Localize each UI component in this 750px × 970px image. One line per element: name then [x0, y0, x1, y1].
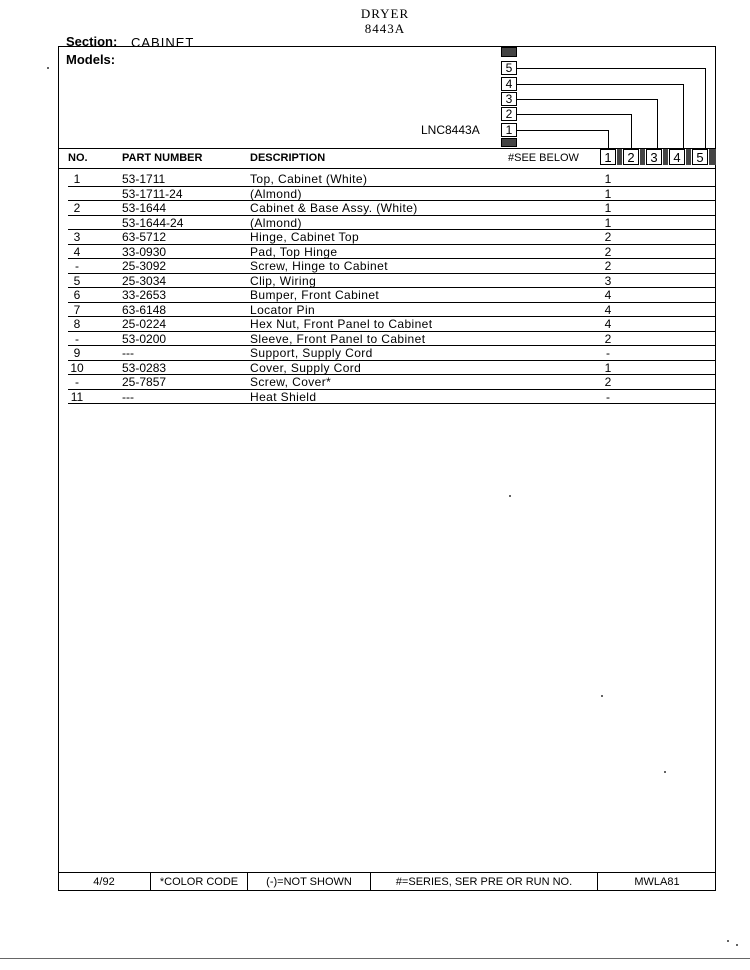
part-number: --- — [122, 389, 134, 404]
series-box-2: 2 — [501, 107, 517, 121]
item-number: 4 — [73, 244, 81, 259]
series-code: - — [606, 346, 610, 360]
table-row — [58, 346, 716, 361]
part-description: Pad, Top Hinge — [250, 244, 338, 259]
part-number: 53-1644-24 — [122, 215, 184, 230]
part-description: Hinge, Cabinet Top — [250, 230, 360, 244]
part-number: 25-3034 — [122, 273, 167, 288]
table-row — [58, 274, 716, 289]
part-number: 33-0930 — [122, 244, 167, 259]
item-number: - — [75, 331, 79, 346]
part-number: 53-1644 — [122, 201, 167, 215]
part-number: 63-6148 — [122, 302, 167, 317]
item-number: - — [75, 259, 79, 273]
scan-speck — [509, 495, 511, 497]
series-box-3: 3 — [501, 92, 517, 106]
item-number: 6 — [73, 288, 81, 302]
series-ladder-cap-bottom — [501, 138, 517, 147]
part-number: 33-2653 — [122, 288, 167, 302]
series-col-sep — [640, 149, 645, 165]
col-see-below-header: #SEE BELOW — [508, 152, 579, 164]
table-row — [58, 201, 716, 216]
connector-series-1 — [517, 130, 609, 150]
series-col-sep — [617, 149, 622, 165]
series-code: 1 — [604, 186, 612, 201]
part-description: Screw, Cover* — [250, 375, 332, 389]
series-code: 1 — [604, 215, 612, 230]
col-part-number-header: PART NUMBER — [122, 152, 203, 164]
footer-color-code: *COLOR CODE — [159, 876, 239, 888]
series-box-1: 1 — [501, 123, 517, 137]
series-code: 3 — [604, 273, 612, 288]
table-row — [58, 259, 716, 274]
page-edge-rule — [0, 958, 750, 959]
table-row — [58, 216, 716, 231]
series-code: 2 — [604, 331, 612, 346]
part-number: 53-1711 — [122, 172, 166, 186]
table-row — [58, 288, 716, 303]
item-number: 7 — [73, 302, 81, 317]
item-number: 8 — [73, 317, 81, 331]
col-no-header: NO. — [68, 152, 88, 164]
scan-speck — [736, 944, 738, 946]
header-bottom-rule — [58, 168, 716, 169]
part-description: Support, Supply Cord — [250, 346, 373, 360]
part-description: Screw, Hinge to Cabinet — [250, 259, 388, 273]
title-model: 8443A — [364, 21, 406, 36]
series-col-2: 2 — [623, 149, 639, 165]
series-code: 1 — [604, 360, 612, 375]
item-number: 10 — [70, 360, 84, 375]
series-code: 1 — [604, 172, 612, 186]
series-col-4: 4 — [669, 149, 685, 165]
part-description: Clip, Wiring — [250, 273, 317, 288]
section-value: CABINET — [131, 35, 195, 50]
table-row — [58, 245, 716, 260]
section-label: Section: — [66, 34, 118, 49]
series-code: 2 — [604, 230, 612, 244]
part-description: (Almond) — [250, 215, 302, 230]
part-number: 53-0200 — [122, 331, 167, 346]
part-number: 25-0224 — [122, 317, 167, 331]
part-number: 53-1711-24 — [122, 186, 183, 201]
scan-speck — [47, 67, 49, 69]
part-number: 53-0283 — [122, 360, 167, 375]
part-description: Heat Shield — [250, 389, 317, 404]
part-number: 63-5712 — [122, 230, 167, 244]
part-description: Cabinet & Base Assy. (White) — [250, 201, 418, 215]
series-code: - — [606, 389, 610, 404]
series-code: 4 — [604, 302, 612, 317]
part-description: Hex Nut, Front Panel to Cabinet — [250, 317, 433, 331]
title-product: DRYER — [360, 6, 410, 21]
table-row — [58, 332, 716, 347]
model-name: LNC8443A — [421, 123, 480, 137]
footer-bar — [58, 872, 716, 891]
item-number: 9 — [73, 346, 81, 360]
item-number: 11 — [70, 389, 84, 404]
footer-doc-code: MWLA81 — [634, 876, 680, 888]
series-code: 2 — [604, 375, 612, 389]
series-ladder-cap-top — [501, 47, 517, 57]
series-code: 2 — [604, 259, 612, 273]
series-code: 4 — [604, 288, 612, 302]
table-row — [58, 303, 716, 318]
series-col-sep — [709, 149, 716, 165]
footer-not-shown: (-)=NOT SHOWN — [266, 876, 352, 888]
table-row — [58, 230, 716, 245]
table-row — [58, 361, 716, 376]
col-description-header: DESCRIPTION — [250, 152, 326, 164]
series-col-3: 3 — [646, 149, 662, 165]
table-row — [58, 187, 716, 202]
scan-speck — [727, 940, 729, 942]
part-description: Top, Cabinet (White) — [250, 172, 368, 186]
part-description: (Almond) — [250, 186, 302, 201]
series-box-5: 5 — [501, 61, 517, 75]
scan-speck — [601, 695, 603, 697]
scan-speck — [664, 771, 666, 773]
series-code: 2 — [604, 244, 612, 259]
part-number: --- — [122, 346, 134, 360]
series-col-sep — [663, 149, 668, 165]
table-row — [58, 172, 716, 187]
item-number: 3 — [73, 230, 81, 244]
item-number: - — [75, 375, 79, 389]
part-description: Cover, Supply Cord — [250, 360, 362, 375]
part-number: 25-7857 — [122, 375, 167, 389]
footer-series-note: #=SERIES, SER PRE OR RUN NO. — [395, 876, 573, 888]
footer-date: 4/92 — [93, 876, 115, 888]
part-description: Bumper, Front Cabinet — [250, 288, 380, 302]
series-code: 4 — [604, 317, 612, 331]
row-rule — [68, 403, 716, 404]
series-code: 1 — [604, 201, 612, 215]
item-number: 2 — [73, 201, 81, 215]
series-col-sep — [686, 149, 691, 165]
item-number: 1 — [73, 172, 81, 186]
models-label: Models: — [66, 52, 116, 67]
part-description: Sleeve, Front Panel to Cabinet — [250, 331, 426, 346]
part-number: 25-3092 — [122, 259, 167, 273]
series-col-5: 5 — [692, 149, 708, 165]
document-title — [345, 6, 425, 36]
table-row — [58, 317, 716, 332]
series-col-1: 1 — [600, 149, 616, 165]
series-box-4: 4 — [501, 77, 517, 91]
table-row — [58, 375, 716, 390]
part-description: Locator Pin — [250, 302, 316, 317]
table-row — [58, 390, 716, 405]
item-number: 5 — [73, 273, 81, 288]
